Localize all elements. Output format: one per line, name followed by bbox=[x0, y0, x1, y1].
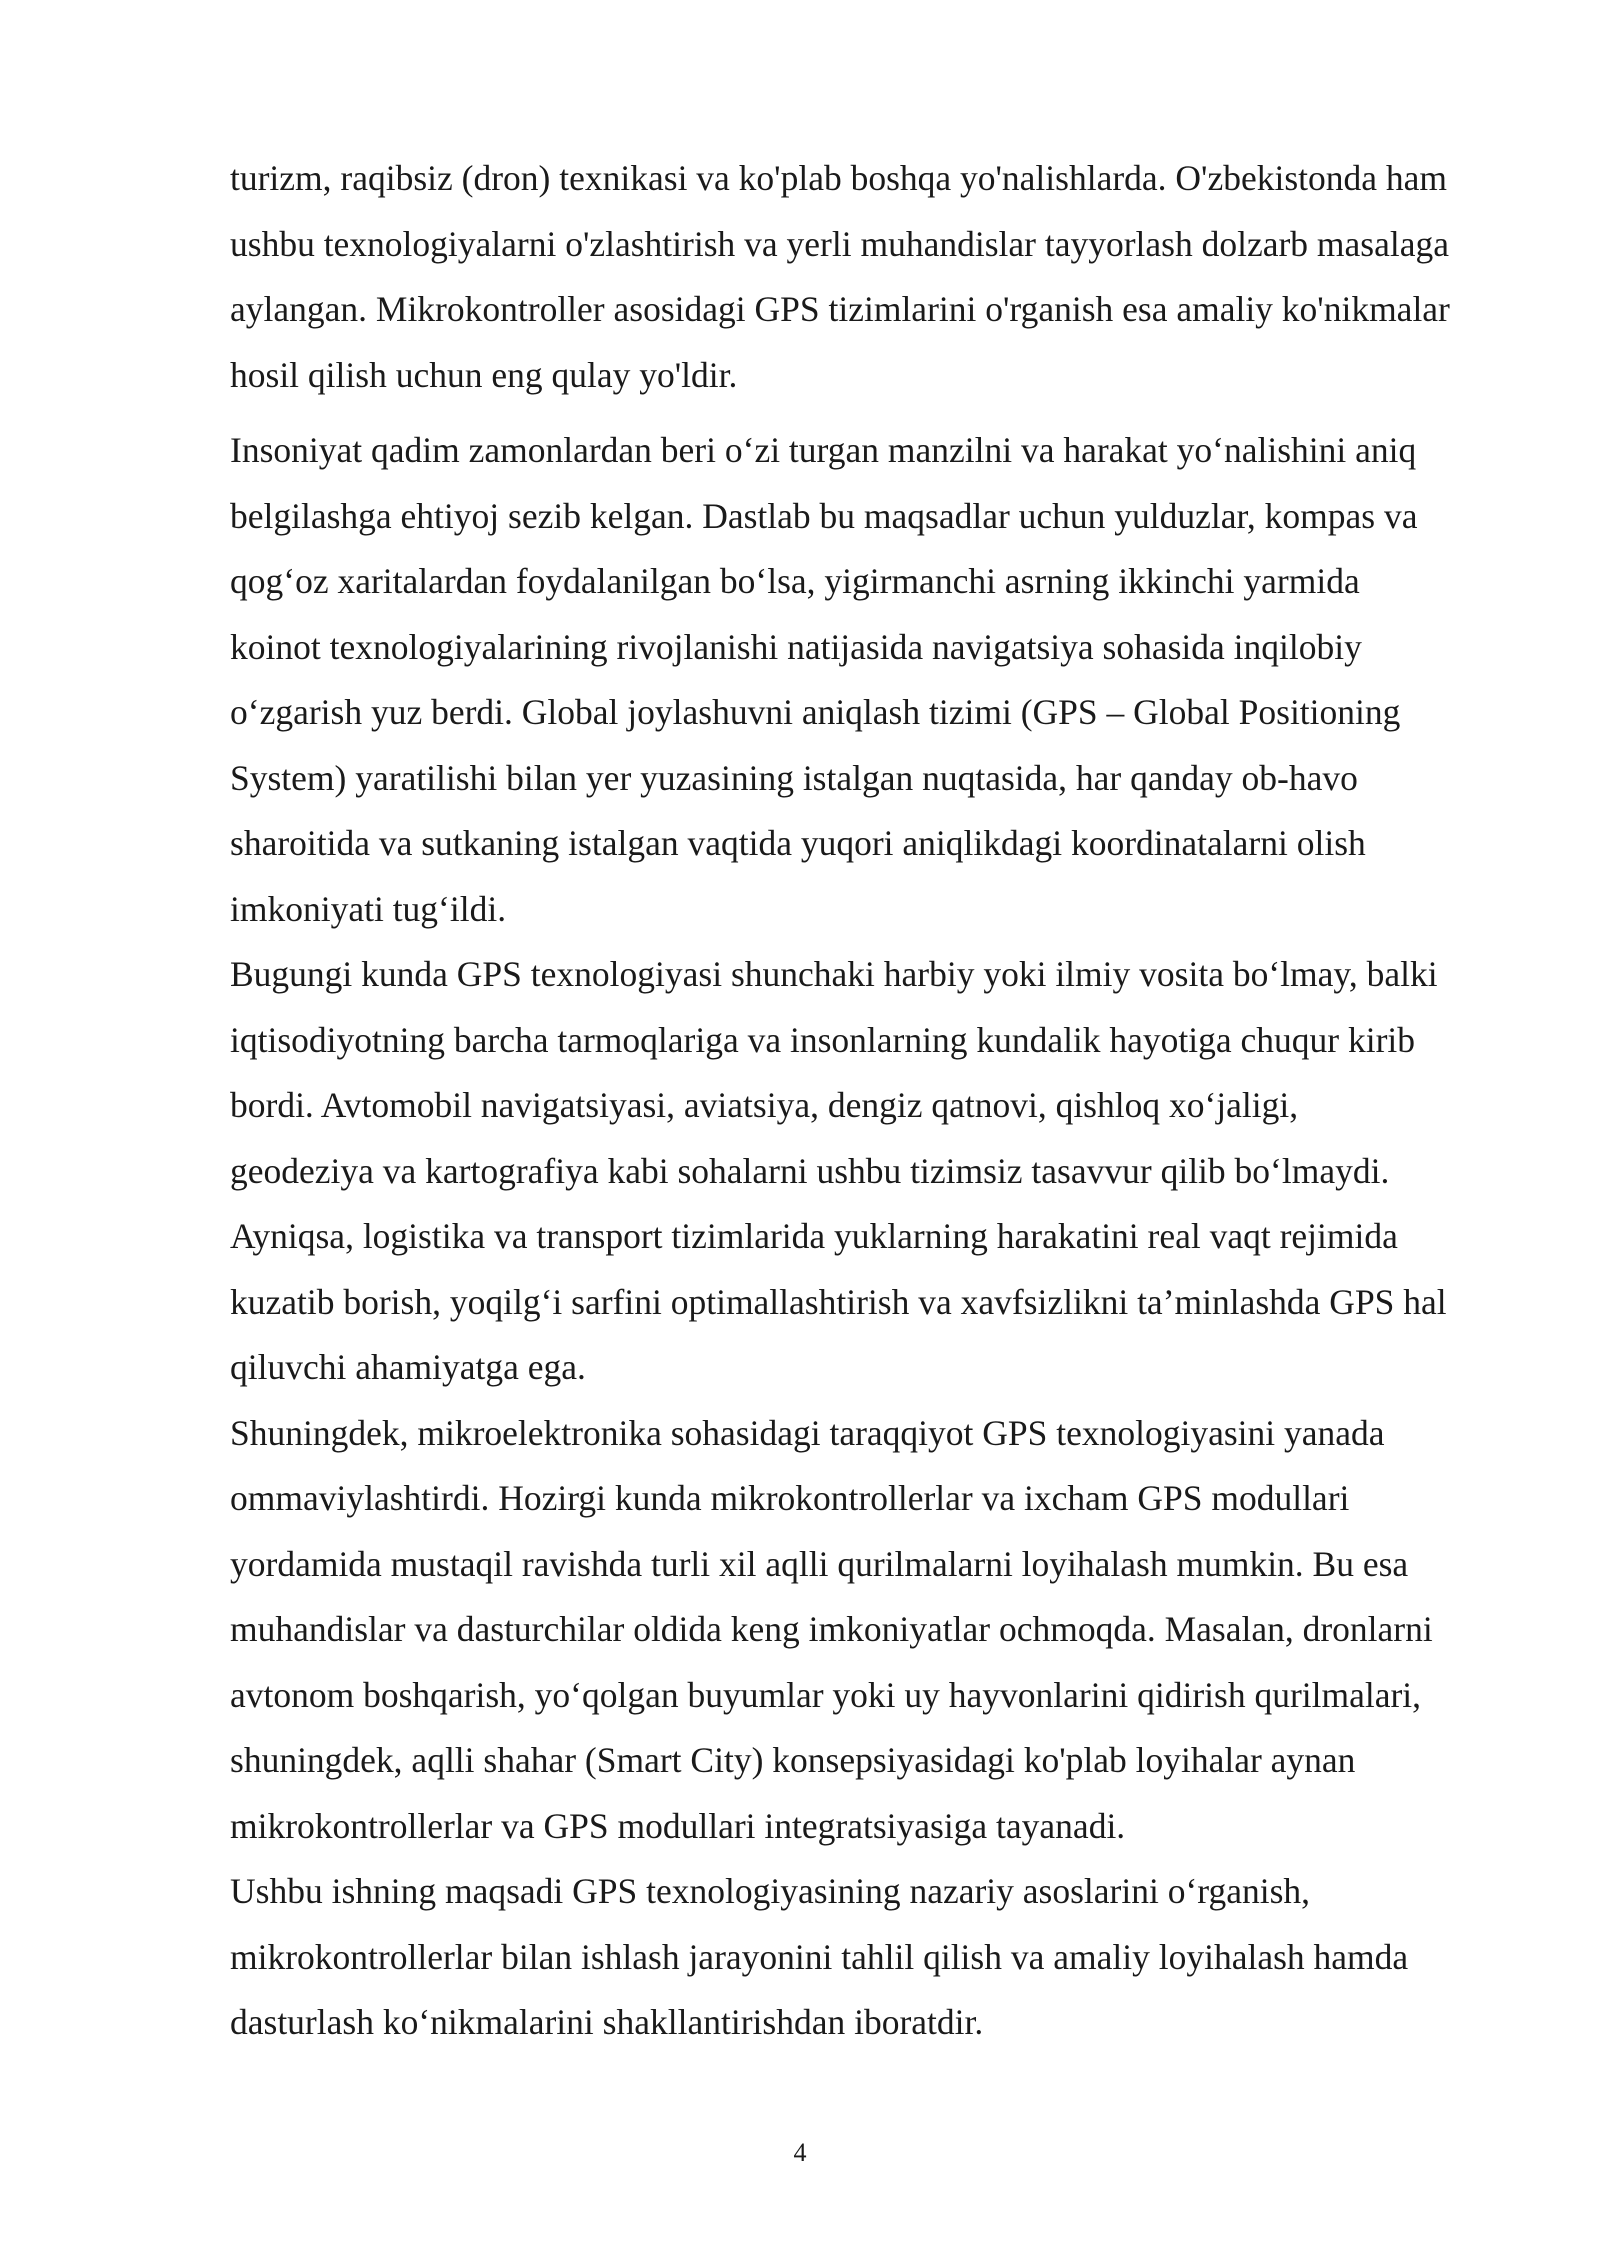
text-line: sharoitida va sutkaning istalgan vaqtida yuqori aniqlikdagi koordinatalarni olish bbox=[230, 823, 1366, 863]
text-line: belgilashga ehtiyoj sezib kelgan. Dastlab bu maqsadlar uchun yulduzlar, kompas va bbox=[230, 495, 1418, 536]
text-line: mikrokontrollerlar bilan ishlash jarayonini tahlil qilish va amaliy loyihalash hamda bbox=[230, 1936, 1409, 1977]
text-line: hosil qilish uchun eng qulay yo'ldir. bbox=[230, 354, 738, 395]
paragraph-2 bbox=[230, 418, 1540, 942]
text-line: imkoniyati tug‘ildi. bbox=[230, 888, 507, 929]
text-body bbox=[230, 146, 1540, 2056]
text-line: Shuningdek, mikroelektronika sohasidagi taraqqiyot GPS texnologiyasini yanada bbox=[230, 1412, 1385, 1453]
text-line: kuzatib borish, yoqilg‘i sarfini optimallashtirish va xavfsizlikni ta’minlashda GPS hal bbox=[230, 1281, 1447, 1322]
text-line: ushbu texnologiyalarni o'zlashtirish va yerli muhandislar tayyorlash dolzarb masalaga bbox=[230, 223, 1449, 264]
text-line: aylangan. Mikrokontroller asosidagi GPS tizimlarini o'rganish esa amaliy ko'nikmalar bbox=[230, 289, 1450, 329]
paragraph-5 bbox=[230, 1859, 1540, 2056]
paragraph-1 bbox=[230, 146, 1540, 408]
text-line: System) yaratilishi bilan yer yuzasining istalgan nuqtasida, har qanday ob-havo bbox=[230, 757, 1358, 798]
page-number: 4 bbox=[793, 2138, 807, 2167]
text-line: Bugungi kunda GPS texnologiyasi shunchaki harbiy yoki ilmiy vosita bo‘lmay, balki bbox=[230, 954, 1438, 994]
text-line: mikrokontrollerlar va GPS modullari integratsiyasiga tayanadi. bbox=[230, 1805, 1126, 1846]
text-line: iqtisodiyotning barcha tarmoqlariga va insonlarning kundalik hayotiga chuqur kirib bbox=[230, 1019, 1416, 1060]
text-line: o‘zgarish yuz berdi. Global joylashuvni aniqlash tizimi (GPS – Global Positioning bbox=[230, 692, 1401, 732]
text-line: shuningdek, aqlli shahar (Smart City) konsepsiyasidagi ko'plab loyihalar aynan bbox=[230, 1740, 1356, 1780]
paragraph-4 bbox=[230, 1401, 1540, 1860]
text-line: qiluvchi ahamiyatga ega. bbox=[230, 1347, 586, 1387]
text-line: Ayniqsa, logistika va transport tizimlarida yuklarning harakatini real vaqt rejimida bbox=[230, 1216, 1398, 1256]
text-line: geodeziya va kartografiya kabi sohalarni ushbu tizimsiz tasavvur qilib bo‘lmaydi. bbox=[230, 1150, 1390, 1191]
text-line: qog‘oz xaritalardan foydalanilgan bo‘lsa, yigirmanchi asrning ikkinchi yarmida bbox=[230, 561, 1360, 601]
paragraph-3 bbox=[230, 942, 1540, 1401]
text-line: bordi. Avtomobil navigatsiyasi, aviatsiya, dengiz qatnovi, qishloq xo‘jaligi, bbox=[230, 1085, 1299, 1125]
text-line: koinot texnologiyalarining rivojlanishi natijasida navigatsiya sohasida inqilobiy bbox=[230, 626, 1362, 667]
text-line: avtonom boshqarish, yo‘qolgan buyumlar yoki uy hayvonlarini qidirish qurilmalari, bbox=[230, 1674, 1422, 1715]
text-line: muhandislar va dasturchilar oldida keng imkoniyatlar ochmoqda. Masalan, dronlarni bbox=[230, 1609, 1433, 1649]
text-line: turizm, raqibsiz (dron) texnikasi va ko'plab boshqa yo'nalishlarda. O'zbekistonda ham bbox=[230, 158, 1448, 198]
text-line: yordamida mustaqil ravishda turli xil aqlli qurilmalarni loyihalash mumkin. Bu esa bbox=[230, 1543, 1409, 1584]
text-line: dasturlash ko‘nikmalarini shakllantirishdan iboratdir. bbox=[230, 2002, 984, 2042]
text-line: Ushbu ishning maqsadi GPS texnologiyasining nazariy asoslarini o‘rganish, bbox=[230, 1871, 1311, 1911]
text-line: Insoniyat qadim zamonlardan beri o‘zi turgan manzilni va harakat yo‘nalishini aniq bbox=[230, 430, 1417, 470]
text-line: ommaviylashtirdi. Hozirgi kunda mikrokontrollerlar va ixcham GPS modullari bbox=[230, 1478, 1350, 1518]
